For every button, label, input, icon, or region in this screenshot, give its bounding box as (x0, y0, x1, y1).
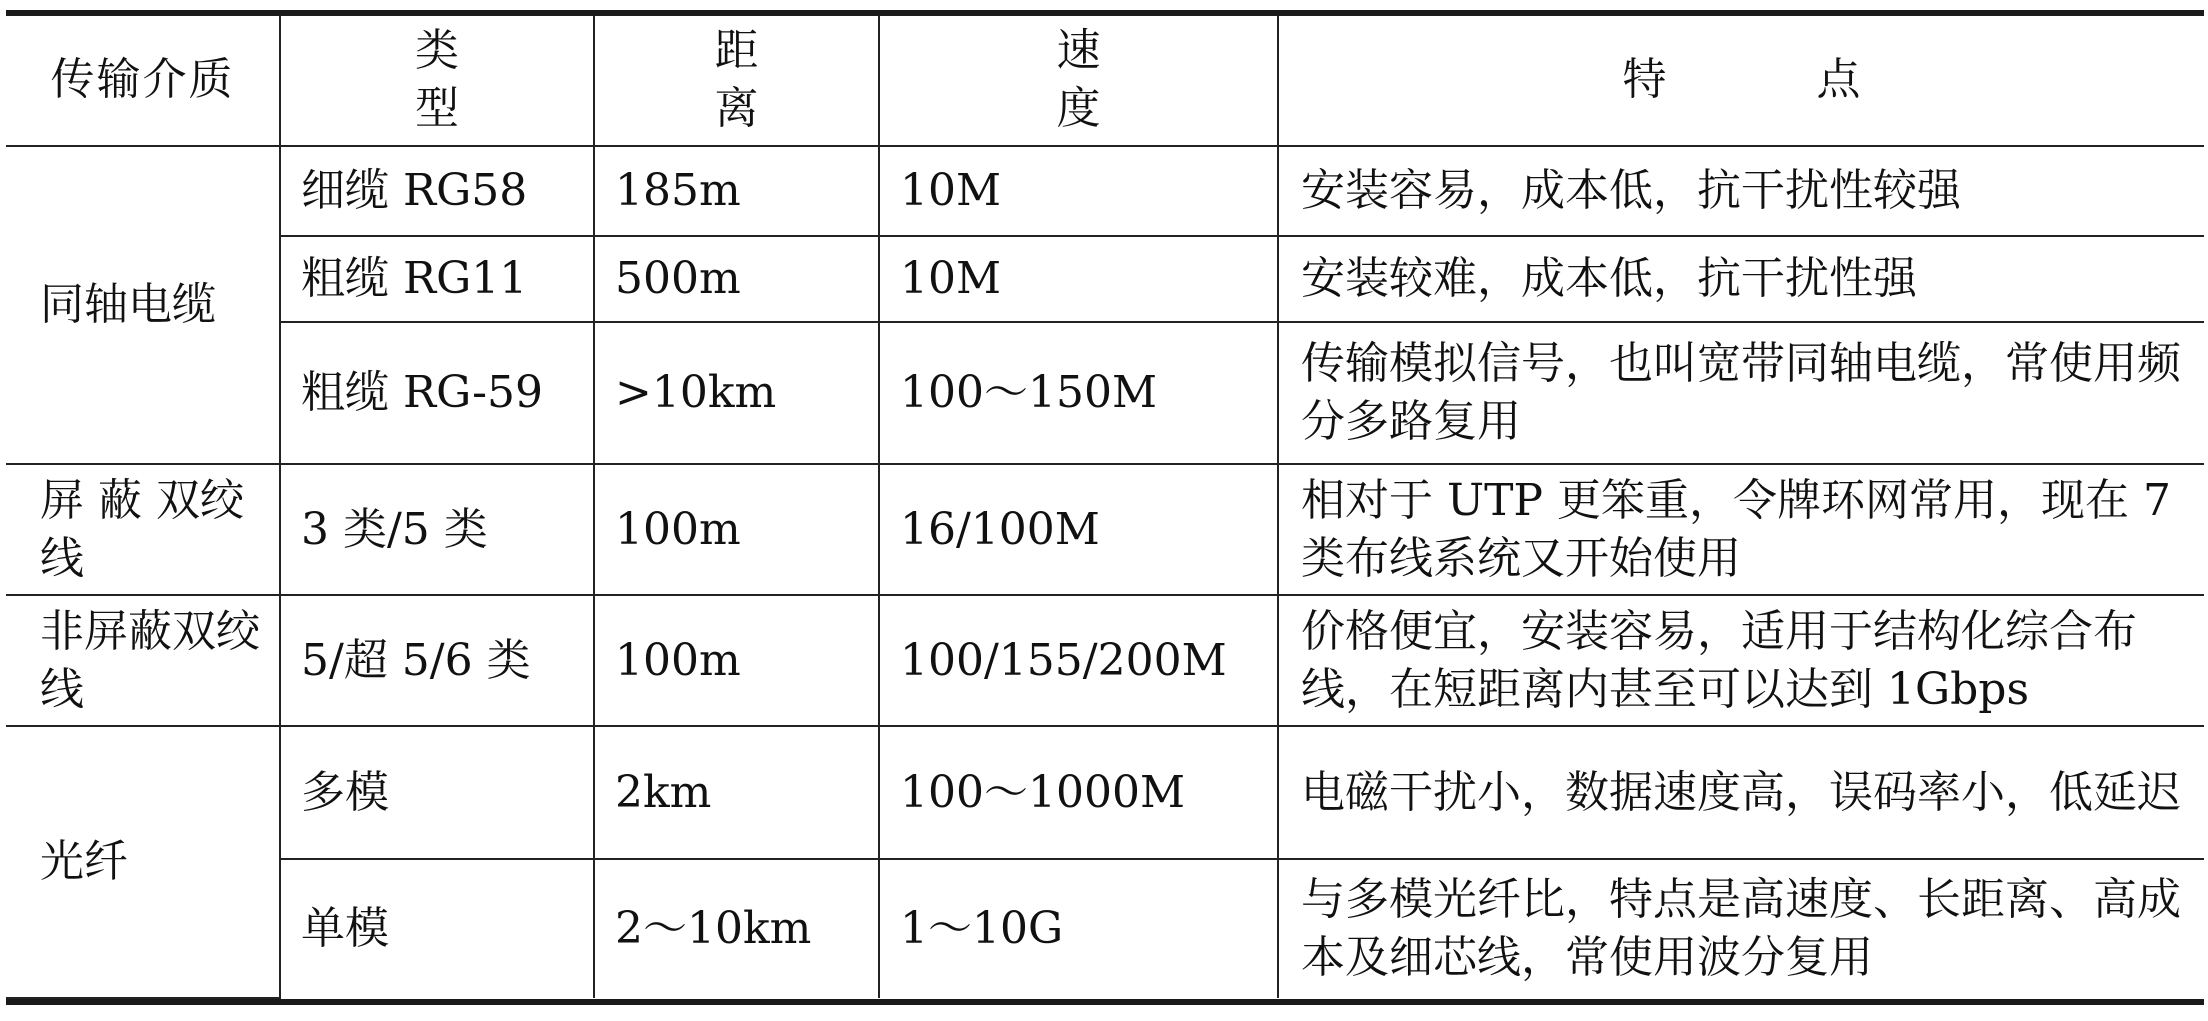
header-speed: 速度 (879, 16, 1278, 146)
features-cell: 相对于 UTP 更笨重，令牌环网常用，现在 7 类布线系统又开始使用 (1278, 464, 2204, 595)
speed-cell: 100～150M (879, 322, 1278, 464)
table-row (6, 726, 2204, 859)
type-cell: 粗缆 RG11 (280, 236, 594, 323)
transmission-medium-table (6, 16, 2204, 999)
table-row (6, 464, 2204, 595)
table-row (6, 595, 2204, 726)
features-cell: 电磁干扰小，数据速度高，误码率小，低延迟 (1278, 726, 2204, 859)
speed-cell: 16/100M (879, 464, 1278, 595)
header-distance: 距离 (594, 16, 879, 146)
distance-cell: 2km (594, 726, 879, 859)
features-cell: 安装容易，成本低，抗干扰性较强 (1278, 146, 2204, 236)
speed-cell: 100/155/200M (879, 595, 1278, 726)
header-row (6, 16, 2204, 146)
medium-cell: 非屏蔽双绞线 (6, 595, 280, 726)
medium-cell: 同轴电缆 (6, 146, 280, 464)
features-cell: 与多模光纤比，特点是高速度、长距离、高成本及细芯线，常使用波分复用 (1278, 859, 2204, 998)
type-cell: 5/超 5/6 类 (280, 595, 594, 726)
header-features: 特点 (1278, 16, 2204, 146)
type-cell: 粗缆 RG-59 (280, 322, 594, 464)
header-medium: 传输介质 (6, 16, 280, 146)
medium-cell: 屏 蔽 双绞线 (6, 464, 280, 595)
table-row (6, 236, 2204, 323)
speed-cell: 10M (879, 236, 1278, 323)
features-cell: 安装较难，成本低，抗干扰性强 (1278, 236, 2204, 323)
table-row (6, 322, 2204, 464)
table-row (6, 146, 2204, 236)
distance-cell: 100m (594, 595, 879, 726)
speed-cell: 1～10G (879, 859, 1278, 998)
table-row (6, 859, 2204, 998)
speed-cell: 10M (879, 146, 1278, 236)
type-cell: 细缆 RG58 (280, 146, 594, 236)
distance-cell: 2～10km (594, 859, 879, 998)
features-cell: 传输模拟信号，也叫宽带同轴电缆，常使用频分多路复用 (1278, 322, 2204, 464)
header-type: 类型 (280, 16, 594, 146)
distance-cell: 500m (594, 236, 879, 323)
bottom-rule (6, 999, 2204, 1005)
medium-cell: 光纤 (6, 726, 280, 998)
distance-cell: 185m (594, 146, 879, 236)
distance-cell: >10km (594, 322, 879, 464)
features-cell: 价格便宜，安装容易，适用于结构化综合布线，在短距离内甚至可以达到 1Gbps (1278, 595, 2204, 726)
type-cell: 3 类/5 类 (280, 464, 594, 595)
speed-cell: 100～1000M (879, 726, 1278, 859)
distance-cell: 100m (594, 464, 879, 595)
type-cell: 多模 (280, 726, 594, 859)
type-cell: 单模 (280, 859, 594, 998)
